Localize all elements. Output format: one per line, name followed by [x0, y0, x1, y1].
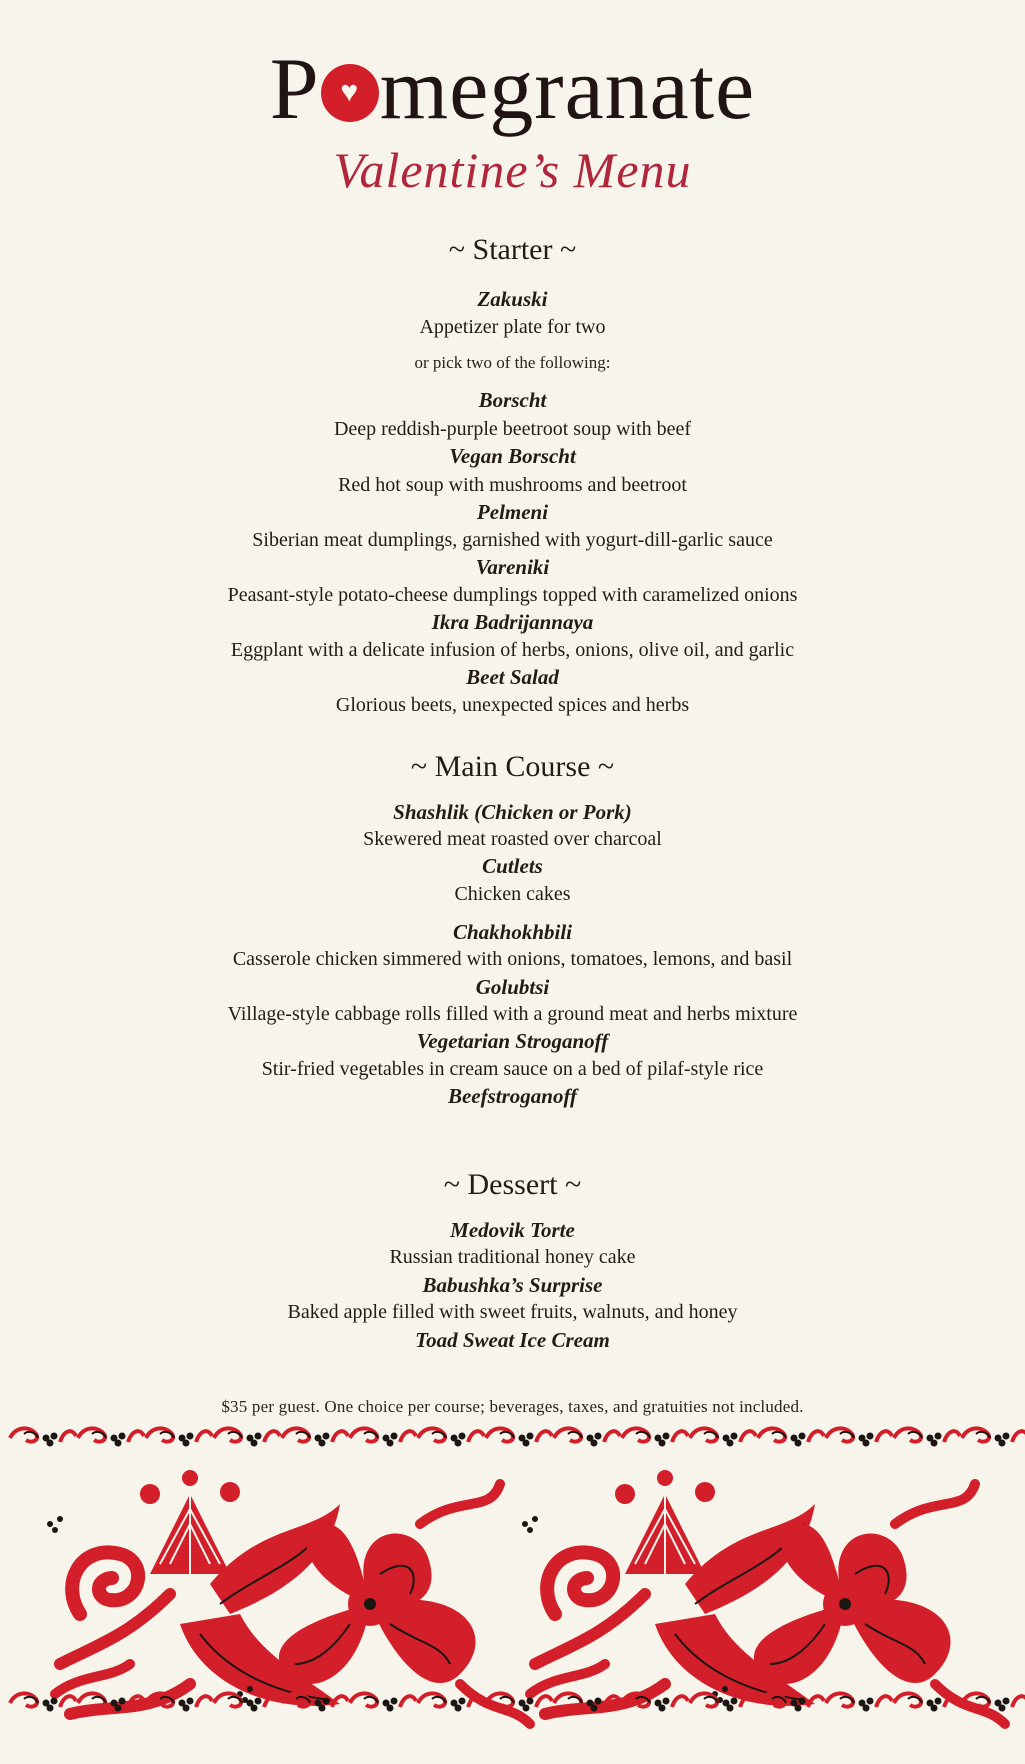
- section-heading-starter: ~ Starter ~: [448, 233, 577, 266]
- item-name: Golubtsi: [475, 975, 550, 999]
- item-name: Vegan Borscht: [449, 444, 576, 468]
- item-desc: Siberian meat dumplings, garnished with yogurt-dill-garlic sauce: [252, 529, 773, 551]
- restaurant-name-part-1: P: [269, 41, 320, 138]
- item-desc: Deep reddish-purple beetroot soup with beef: [333, 418, 692, 440]
- item-desc: Chicken cakes: [454, 883, 571, 905]
- restaurant-name-part-2: megranate: [379, 41, 756, 138]
- item-name: Beefstroganoff: [447, 1084, 578, 1108]
- item-desc: Peasant-style potato-cheese dumplings topped with caramelized onions: [227, 584, 798, 606]
- item-name: Pelmeni: [476, 500, 549, 524]
- item-name: Cutlets: [482, 854, 543, 878]
- item-desc: Casserole chicken simmered with onions, tomatoes, lemons, and basil: [232, 948, 793, 970]
- item-name: Beet Salad: [466, 665, 559, 689]
- item-name: Toad Sweat Ice Cream: [415, 1328, 610, 1352]
- item-name: Vareniki: [475, 555, 550, 579]
- item-desc: Russian traditional honey cake: [389, 1246, 636, 1268]
- item-name: Medovik Torte: [450, 1218, 575, 1242]
- menu-subtitle: Valentine’s Menu: [333, 142, 692, 198]
- floral-cluster-left: [47, 1470, 530, 1724]
- item-desc-zakuski: Appetizer plate for two: [419, 316, 606, 338]
- section-heading-dessert: ~ Dessert ~: [443, 1168, 582, 1201]
- heart-icon: ♥: [340, 75, 360, 109]
- item-desc: Stir-fried vegetables in cream sauce on a bed of pilaf-style rice: [261, 1058, 764, 1080]
- restaurant-name: [0, 40, 1025, 140]
- item-name: Vegetarian Stroganoff: [416, 1029, 609, 1053]
- pricing-note: $35 per guest. One choice per course; beverages, taxes, and gratuities not included.: [221, 1397, 804, 1416]
- section-heading-main-course: ~ Main Course ~: [410, 750, 615, 783]
- item-desc: Glorious beets, unexpected spices and herbs: [335, 694, 690, 716]
- floral-cluster-right: [522, 1470, 1005, 1724]
- item-name: Borscht: [478, 388, 547, 412]
- top-scroll-band: [10, 1428, 1025, 1446]
- item-name: Chakhokhbili: [452, 920, 573, 944]
- item-name: Ikra Badrijannaya: [431, 610, 594, 634]
- item-name: Babushka’s Surprise: [422, 1273, 603, 1297]
- item-desc: Village-style cabbage rolls filled with a ground meat and herbs mixture: [227, 1003, 798, 1025]
- pick-note: or pick two of the following:: [414, 353, 611, 372]
- item-desc: Skewered meat roasted over charcoal: [363, 828, 662, 850]
- heart-o-logo: [321, 64, 379, 122]
- item-name: Shashlik (Chicken or Pork): [393, 800, 632, 824]
- item-name-zakuski: Zakuski: [477, 287, 548, 311]
- khokhloma-floral-border: [0, 1424, 1025, 1764]
- item-desc: Baked apple filled with sweet fruits, walnuts, and honey: [287, 1301, 738, 1323]
- item-desc: Red hot soup with mushrooms and beetroot: [338, 474, 687, 496]
- item-desc: Eggplant with a delicate infusion of herbs, onions, olive oil, and garlic: [230, 639, 795, 661]
